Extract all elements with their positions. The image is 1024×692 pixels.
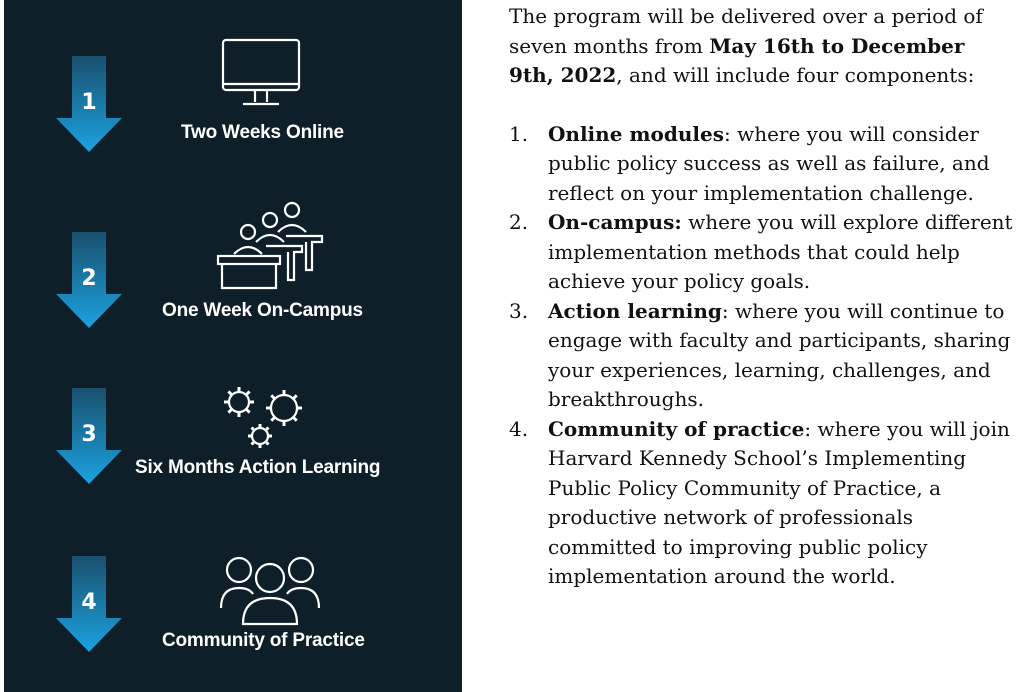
list-marker: 3.	[509, 298, 529, 323]
step-2-number: 2	[81, 266, 97, 291]
list-item	[509, 415, 1014, 592]
step-1-arrow-icon	[56, 56, 122, 152]
step-3-label: Six Months Action Learning	[135, 457, 381, 478]
component-title: Community of practice	[548, 416, 805, 441]
step-3-number: 3	[81, 422, 97, 447]
component-desc: : where you will join Harvard Kennedy School’s Implementing Public Policy Community of Practice, a productive network of professionals committed to improving public policy implementation around the world.	[548, 416, 1010, 588]
list-marker: 2.	[509, 210, 529, 234]
list-item	[509, 208, 1014, 297]
intro-paragraph	[509, 2, 1014, 91]
step-1-number: 1	[81, 90, 97, 115]
component-title: Action learning	[548, 298, 722, 323]
program-steps-panel	[4, 0, 462, 692]
step-4-number: 4	[81, 590, 97, 615]
intro-text-end: , and will include four components:	[616, 63, 975, 87]
step-4-label: Community of Practice	[162, 630, 365, 651]
list-marker: 4.	[509, 416, 529, 441]
step-2-label: One Week On-Campus	[162, 300, 363, 321]
people-group-icon	[217, 552, 323, 631]
gears-icon	[222, 384, 312, 455]
step-1-label: Two Weeks Online	[181, 122, 344, 143]
component-desc: : where you will continue to engage with faculty and participants, sharing your experiences, learning, challenges, and breakthroughs.	[548, 298, 1011, 411]
list-marker: 1.	[509, 121, 529, 146]
program-dates: May 16th to December 9th, 2022	[509, 33, 965, 87]
component-desc: where you will explore different implementation methods that could help achieve your policy goals.	[548, 210, 1013, 293]
computer-monitor-icon	[221, 38, 301, 119]
intro-text-start: The program will be delivered over a period of seven months from	[509, 4, 983, 58]
classroom-icon	[216, 200, 326, 295]
list-item	[509, 120, 1014, 209]
program-description	[509, 2, 1014, 592]
component-title: Online modules	[548, 121, 724, 146]
step-3-arrow-icon	[56, 388, 122, 484]
component-title: On-campus:	[548, 210, 682, 234]
step-4-arrow-icon	[56, 556, 122, 652]
step-2-arrow-icon	[56, 232, 122, 328]
components-list	[509, 120, 1014, 592]
list-item	[509, 297, 1014, 415]
component-desc: : where you will consider public policy success as well as failure, and reflect on your implementation challenge.	[548, 121, 990, 205]
